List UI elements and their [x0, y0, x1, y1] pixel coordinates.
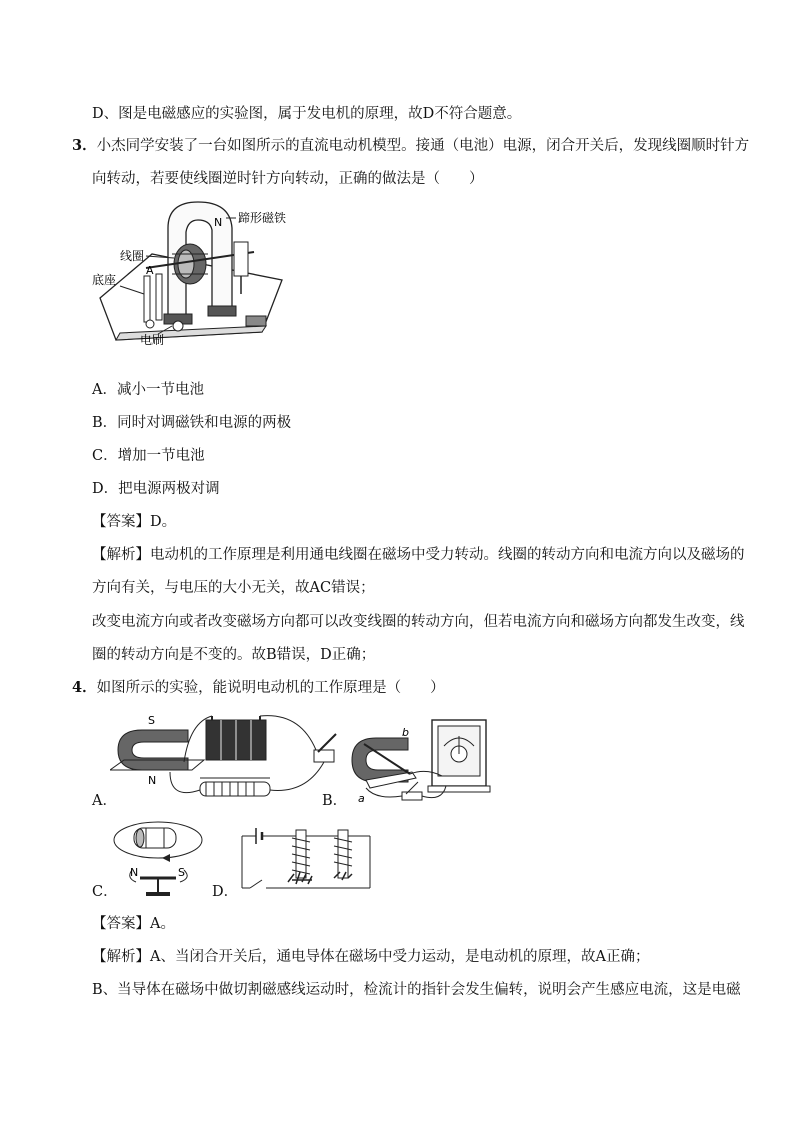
q4-analysis-line2: B、当导体在磁场中做切割磁感线运动时，检流计的指针会发生偏转，说明会产生感应电流，这是电磁 — [92, 982, 741, 998]
q3-analysis-line1: 【解析】电动机的工作原理是利用通电线圈在磁场中受力转动。线圈的转动方向和电流方向以及磁场的 — [92, 547, 745, 563]
q3-stem-line2: 向转动，若要使线圈逆时针方向转动，正确的做法是（ ） — [92, 171, 484, 187]
q3-option-d: D．把电源两极对调 — [92, 481, 220, 497]
q3-fig-label-base: 底座 — [92, 273, 117, 287]
q4-analysis-line1: 【解析】A、当闭合开关后，通电导体在磁场中受力运动，是电动机的原理，故A正确； — [92, 949, 650, 965]
q4-answer: 【答案】A。 — [92, 916, 175, 932]
q3-number: 3． — [72, 137, 97, 154]
q3-fig-label-a: A — [146, 264, 154, 277]
q3-analysis-line2: 方向有关，与电压的大小无关，故AC错误； — [92, 580, 375, 596]
prev-option-d: D、图是电磁感应的实验图，属于发电机的原理，故D不符合题意。 — [92, 106, 522, 122]
q4-option-d-label: D． — [212, 884, 239, 900]
q4-number: 4． — [72, 679, 97, 696]
q4-option-a-label: A． — [92, 793, 117, 809]
q3-fig-label-n: N — [214, 216, 223, 229]
q4-stem-line — [72, 678, 445, 698]
q3-analysis-line3: 改变电流方向或者改变磁场方向都可以改变线圈的转动方向，但若电流方向和磁场方向都发生改变，线 — [92, 614, 745, 630]
q4-figure-a — [110, 712, 346, 808]
q3-option-c: C．增加一节电池 — [92, 448, 205, 464]
q3-motor-figure — [86, 198, 296, 346]
q4-figure-b — [346, 716, 496, 808]
q3-fig-label-brush: 电刷 — [140, 333, 165, 346]
q4-option-c-label: C． — [92, 884, 118, 900]
q4-a-label-n: N — [148, 774, 157, 787]
q4-figure-d — [236, 816, 376, 896]
q4-option-b-label: B． — [322, 793, 348, 809]
q4-b-label-b: b — [402, 726, 409, 739]
q3-stem-text: 小杰同学安装了一台如图所示的直流电动机模型。接通（电池）电源，闭合开关后，发现线圈顺时针方 — [96, 138, 750, 154]
q3-option-a: A．减小一节电池 — [92, 382, 204, 398]
q3-fig-label-magnet: 蹄形磁铁 — [238, 211, 287, 225]
q4-stem-text: 如图所示的实验，能说明电动机的工作原理是（ ） — [96, 680, 445, 696]
q3-option-b: B．同时对调磁铁和电源的两极 — [92, 415, 292, 431]
q4-c-label-n: N — [130, 866, 139, 879]
q4-figure-c — [110, 818, 206, 898]
q3-fig-label-coil: 线圈 — [120, 249, 145, 263]
q3-analysis-line4: 圈的转动方向是不变的。故B错误，D正确； — [92, 647, 376, 663]
q3-stem-line1 — [72, 136, 749, 156]
q4-a-label-s: S — [148, 714, 155, 727]
q3-answer: 【答案】D。 — [92, 514, 177, 530]
q4-c-label-s: S — [178, 866, 185, 879]
q4-b-label-a: a — [358, 792, 365, 805]
